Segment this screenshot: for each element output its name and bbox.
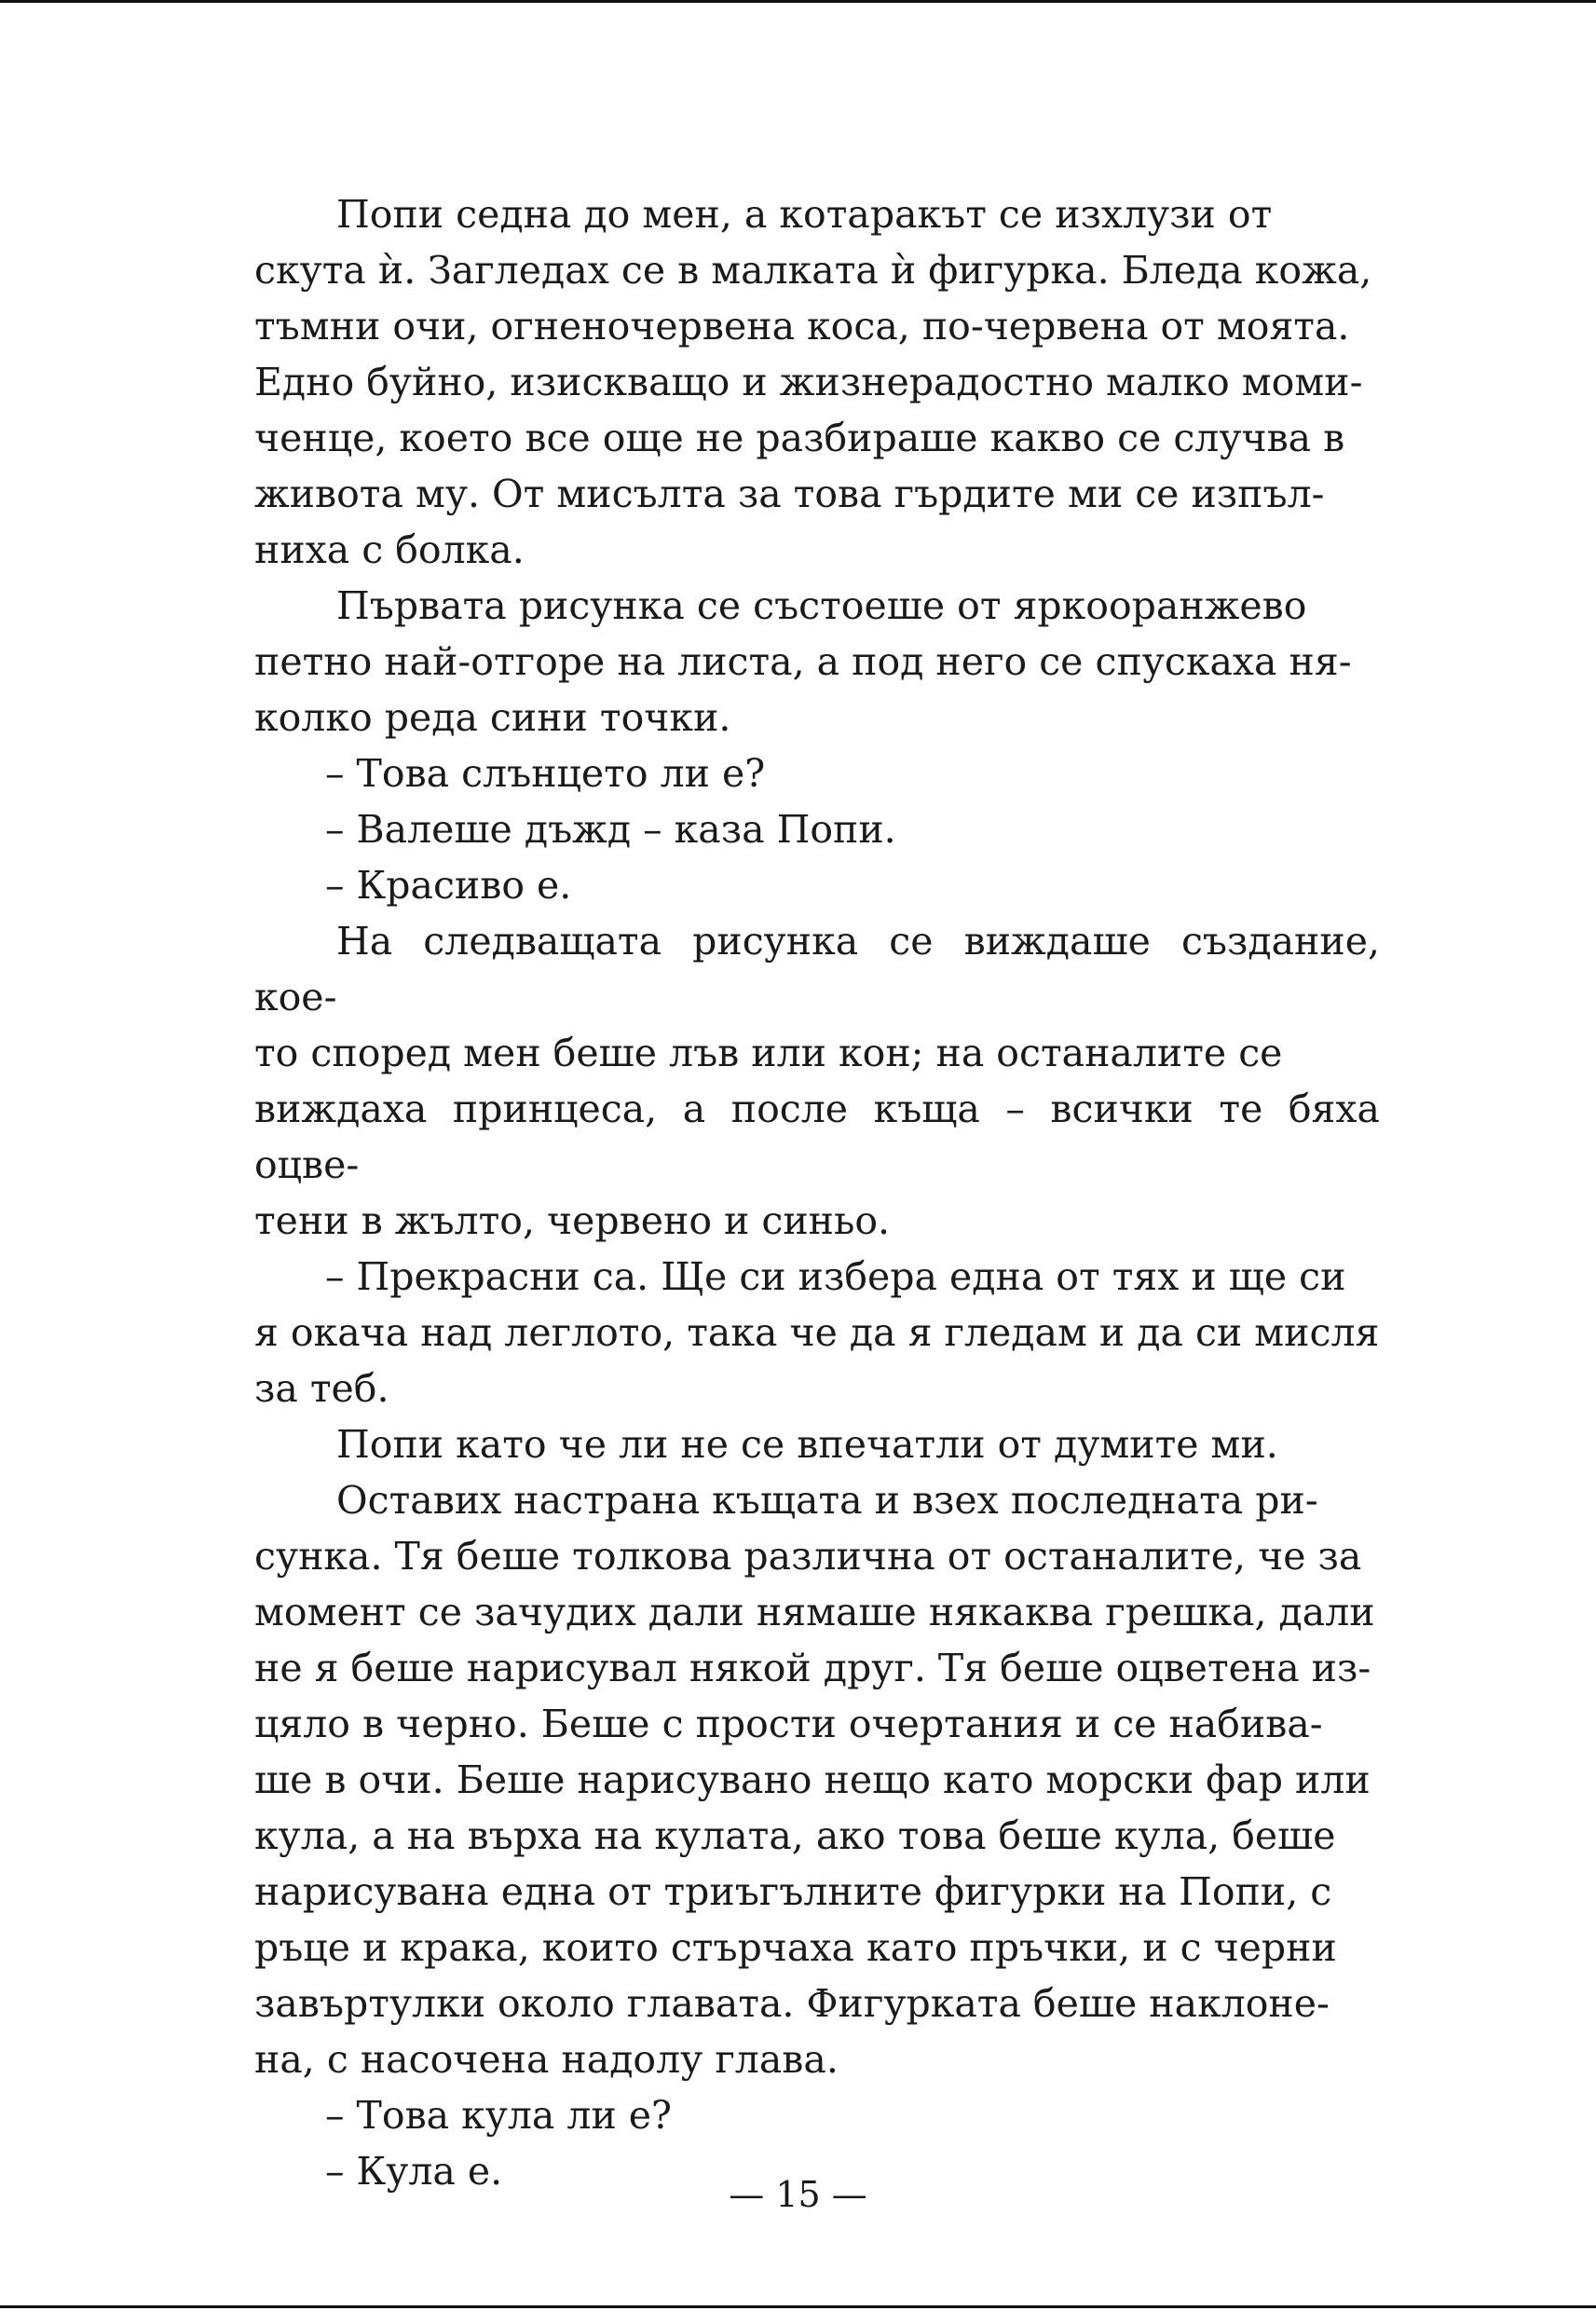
paragraph: Попи седна до мен, а котаракът се изхлузи от скута ѝ. Загледах се в малката ѝ фигурка. Бледа кожа, тъмни очи, огненочервена коса, по-червена от моята. Едно буйно, изискващо и жизнерадостно малко моми- ченце, което все още не разбираше какво се случва в живота му. От мисълта за това гърдите ми се изпъл- ниха с болка. — [254, 192, 1372, 572]
dialogue-line: – Валеше дъжд – каза Попи. — [325, 807, 896, 852]
bottom-border-line — [0, 2305, 1596, 2308]
dialogue-line: – Красиво е. — [325, 863, 572, 908]
dialogue-line: – Прекрасни са. Ще си избера една от тях и ще си я окача над леглото, така че да я гледам и да си мисля за теб. — [254, 1254, 1380, 1411]
dialogue-line: – Това слънцето ли е? — [325, 751, 766, 796]
dialogue-line: – Кула е. — [325, 2149, 503, 2194]
page-text-block — [254, 186, 1380, 2199]
dialogue-line: – Това кула ли е? — [325, 2093, 673, 2138]
paragraph: Попи като че ли не се впечатли от думите ми. — [336, 1422, 1278, 1467]
top-border-line — [0, 0, 1596, 3]
paragraph: На следващата рисунка се виждаше създание, кое- то според мен беше лъв или кон; на останалите се виждаха принцеса, а после къща – всички те бяха оцве- тени в жълто, червено и синьо. — [254, 919, 1380, 1243]
paragraph: Оставих настрана къщата и взех последната ри- сунка. Тя беше толкова различна от останалите, че за момент се зачудих дали нямаше някаква грешка, дали не я беше нарисувал някой друг. Тя беше оцветена из- цяло в черно. Беше с прости очертания и се набива- ше в очи. Беше нарисувано нещо като морски фар или кула, а на върха на кулата, ако това беше кула, беше нарисувана една от триъгълните фигурки на Попи, с ръце и крака, които стърчаха като пръчки, и с черни завъртулки около главата. Фигурката беше наклоне- на, с насочена надолу глава. — [254, 1478, 1375, 2082]
page-number: — 15 — — [729, 2174, 867, 2215]
paragraph: Първата рисунка се състоеше от яркооранжево петно най-отгоре на листа, а под него се спускаха ня- колко реда сини точки. — [254, 583, 1352, 740]
